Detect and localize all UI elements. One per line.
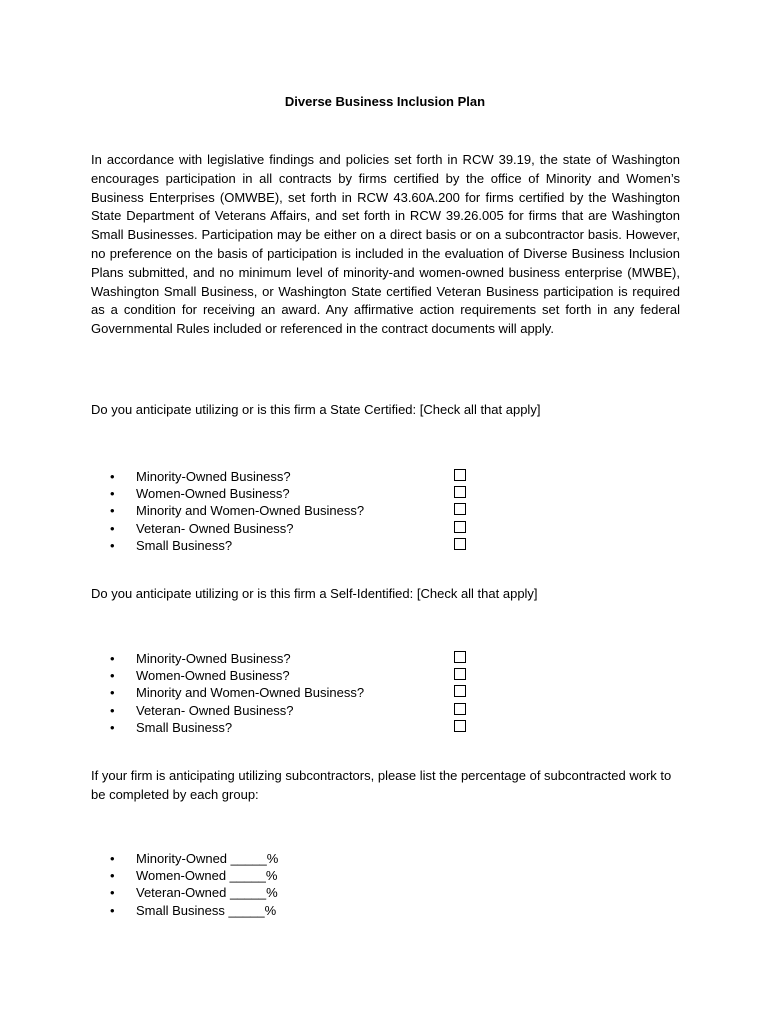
state-women-owned-checkbox[interactable] [454, 486, 466, 498]
list-item [110, 902, 278, 919]
list-item [110, 884, 278, 901]
list-item [110, 520, 364, 537]
option-label: Small Business? [136, 719, 233, 735]
state-veteran-owned-checkbox[interactable] [454, 521, 466, 533]
subcontractors-list [110, 850, 278, 919]
option-label: Minority and Women-Owned Business? [136, 503, 365, 519]
self-minority-owned-checkbox[interactable] [454, 651, 466, 663]
option-label: Minority and Women-Owned Business? [136, 685, 365, 701]
subcontractor-women-owned-line[interactable]: Women-Owned _____% [136, 868, 278, 884]
list-item [110, 667, 364, 684]
list-item [110, 502, 364, 519]
option-label: Veteran- Owned Business? [136, 520, 294, 536]
bullet-icon: • [110, 469, 115, 484]
bullet-icon: • [110, 719, 115, 735]
bullet-icon: • [110, 851, 115, 866]
list-item [110, 468, 364, 485]
self-identified-list [110, 650, 364, 736]
bullet-icon: • [110, 685, 115, 701]
state-minority-owned-checkbox[interactable] [454, 469, 466, 481]
list-item [110, 702, 364, 719]
state-certified-list [110, 468, 364, 554]
subcontractors-question: If your firm is anticipating utilizing subcontractors, please list the percentage of subcontracted work to be completed by each group: [91, 768, 672, 802]
list-item [110, 650, 364, 667]
bullet-icon: • [110, 902, 115, 918]
subcontractor-small-business-line[interactable]: Small Business _____% [136, 902, 277, 918]
self-small-business-checkbox[interactable] [454, 720, 466, 732]
list-item [110, 684, 364, 701]
bullet-icon: • [110, 537, 115, 553]
self-minority-women-owned-checkbox[interactable] [454, 685, 466, 697]
subcontractor-veteran-owned-line[interactable]: Veteran-Owned _____% [136, 885, 278, 901]
self-identified-question: Do you anticipate utilizing or is this firm a Self-Identified: [Check all that apply] [91, 586, 538, 601]
bullet-icon: • [110, 503, 115, 519]
bullet-icon: • [110, 885, 115, 901]
list-item [110, 850, 278, 867]
option-label: Veteran- Owned Business? [136, 702, 294, 718]
option-label: Women-Owned Business? [136, 668, 290, 684]
bullet-icon: • [110, 668, 115, 684]
bullet-icon: • [110, 868, 115, 884]
subcontractor-minority-owned-line[interactable]: Minority-Owned _____% [136, 851, 279, 866]
list-item [110, 537, 364, 554]
state-certified-question: Do you anticipate utilizing or is this firm a State Certified: [Check all that apply] [91, 402, 541, 417]
option-label: Women-Owned Business? [136, 486, 290, 502]
intro-paragraph: In accordance with legislative findings and policies set forth in RCW 39.19, the state of Washington encourages participation in all contracts by firms certified by the office of Minority and Women’s Business Enterprises (OMWBE), set forth in RCW 43.60A.200 for firms certified by the Washington State Department of Veterans Affairs, and set forth in RCW 39.26.005 for firms that are Washington Small Businesses. Participation may be either on a direct basis or on a subcontractor basis. However, no preference on the basis of participation is included in the evaluation of Diverse Business Inclusion Plans submitted, and no minimum level of minority-and women-owned business enterprise (MWBE), Washington Small Business, or Washington State certified Veteran Business participation is required as a condition for receiving an award. Any affirmative action requirements set forth in any federal Governmental Rules included or referenced in the contract documents will apply. [91, 152, 680, 337]
bullet-icon: • [110, 486, 115, 502]
list-item [110, 867, 278, 884]
list-item [110, 719, 364, 736]
bullet-icon: • [110, 651, 115, 666]
option-label: Minority-Owned Business? [136, 469, 291, 484]
option-label: Minority-Owned Business? [136, 651, 291, 666]
bullet-icon: • [110, 520, 115, 536]
state-minority-women-owned-checkbox[interactable] [454, 503, 466, 515]
document-title: Diverse Business Inclusion Plan [284, 94, 486, 109]
list-item [110, 485, 364, 502]
option-label: Small Business? [136, 537, 233, 553]
self-veteran-owned-checkbox[interactable] [454, 703, 466, 715]
state-small-business-checkbox[interactable] [454, 538, 466, 550]
bullet-icon: • [110, 702, 115, 718]
self-women-owned-checkbox[interactable] [454, 668, 466, 680]
